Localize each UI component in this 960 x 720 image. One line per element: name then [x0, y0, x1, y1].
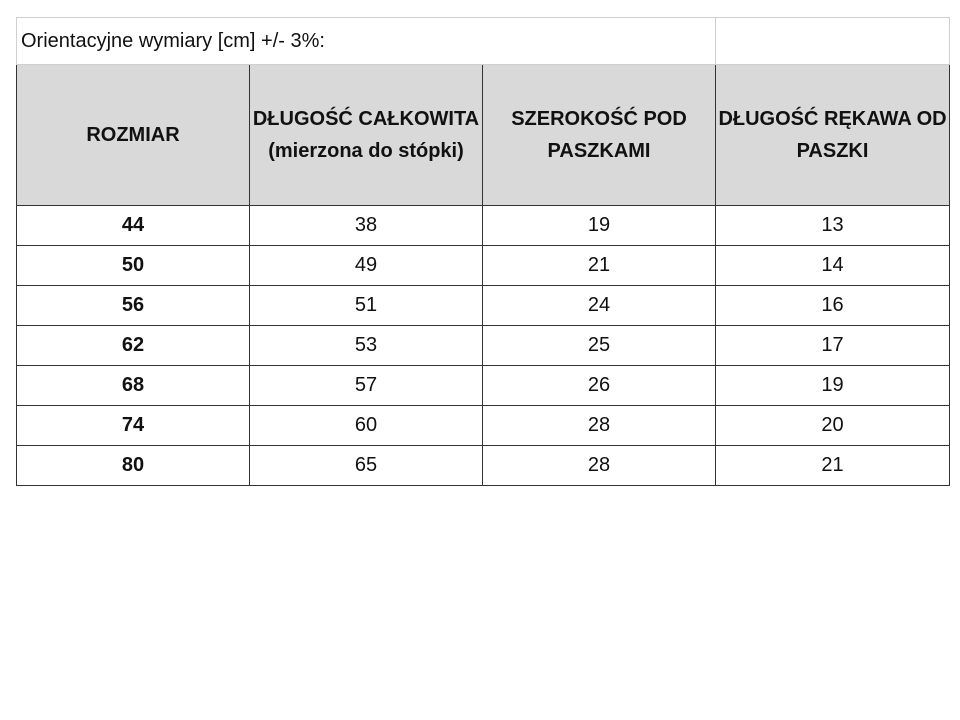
- header-size: ROZMIAR: [17, 65, 250, 206]
- table-row: [17, 206, 950, 246]
- total-length-cell: 51: [250, 286, 483, 326]
- size-cell: 56: [17, 286, 250, 326]
- total-length-cell: 65: [250, 446, 483, 486]
- table-caption: Orientacyjne wymiary [cm] +/- 3%:: [17, 18, 716, 65]
- table-row: [17, 326, 950, 366]
- header-row: [17, 65, 950, 206]
- size-chart-table: [16, 17, 950, 486]
- width-cell: 26: [483, 366, 716, 406]
- width-cell: 28: [483, 406, 716, 446]
- table-row: [17, 366, 950, 406]
- header-width: SZEROKOŚĆ POD PASZKAMI: [483, 65, 716, 206]
- sleeve-length-cell: 20: [716, 406, 950, 446]
- total-length-cell: 57: [250, 366, 483, 406]
- width-cell: 28: [483, 446, 716, 486]
- sleeve-length-cell: 14: [716, 246, 950, 286]
- width-cell: 21: [483, 246, 716, 286]
- table-row: [17, 406, 950, 446]
- sleeve-length-cell: 19: [716, 366, 950, 406]
- caption-empty-cell: [716, 18, 950, 65]
- width-cell: 19: [483, 206, 716, 246]
- size-cell: 80: [17, 446, 250, 486]
- total-length-cell: 53: [250, 326, 483, 366]
- sleeve-length-cell: 16: [716, 286, 950, 326]
- sleeve-length-cell: 13: [716, 206, 950, 246]
- total-length-cell: 38: [250, 206, 483, 246]
- width-cell: 24: [483, 286, 716, 326]
- size-cell: 44: [17, 206, 250, 246]
- table-row: [17, 446, 950, 486]
- sleeve-length-cell: 17: [716, 326, 950, 366]
- total-length-cell: 60: [250, 406, 483, 446]
- sleeve-length-cell: 21: [716, 446, 950, 486]
- header-sleeve-length: DŁUGOŚĆ RĘKAWA OD PASZKI: [716, 65, 950, 206]
- caption-row: [17, 18, 950, 65]
- size-cell: 50: [17, 246, 250, 286]
- table-row: [17, 286, 950, 326]
- total-length-cell: 49: [250, 246, 483, 286]
- size-cell: 74: [17, 406, 250, 446]
- size-cell: 68: [17, 366, 250, 406]
- header-total-length: DŁUGOŚĆ CAŁKOWITA (mierzona do stópki): [250, 65, 483, 206]
- width-cell: 25: [483, 326, 716, 366]
- size-cell: 62: [17, 326, 250, 366]
- table-row: [17, 246, 950, 286]
